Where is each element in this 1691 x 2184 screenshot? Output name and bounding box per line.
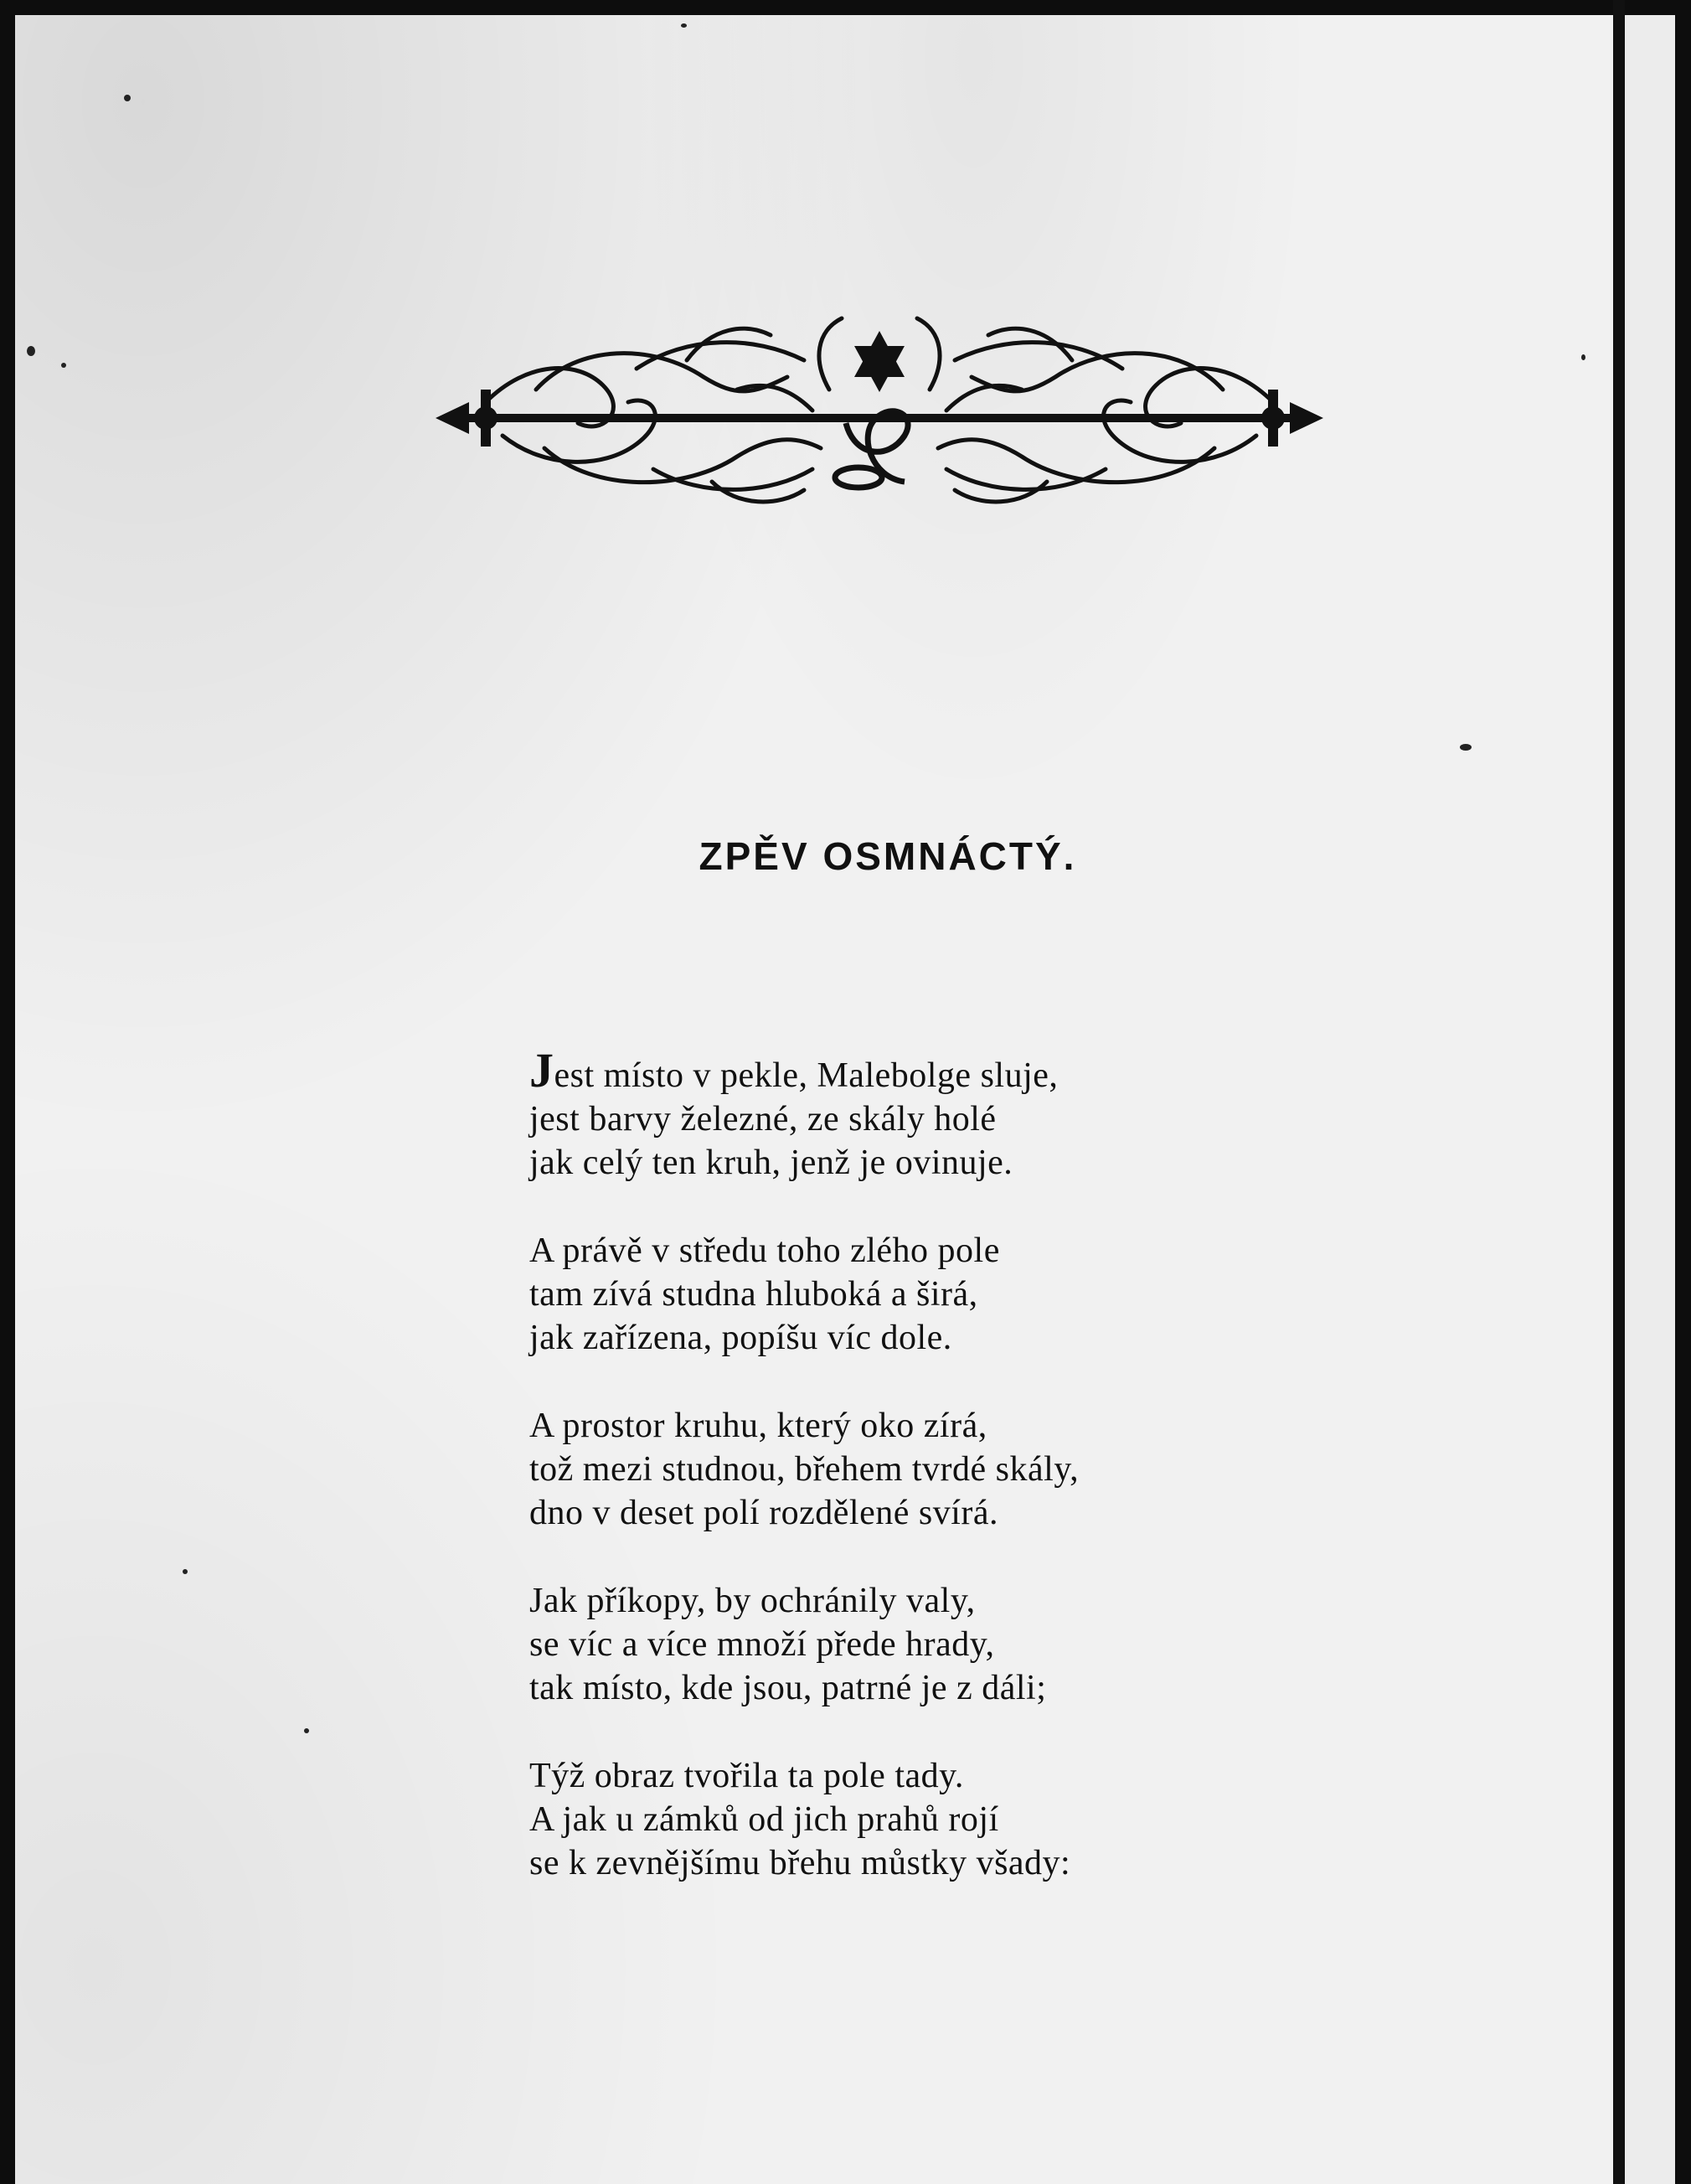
- dust-speck: [304, 1728, 309, 1733]
- poem-line: jest barvy železné, ze skály holé: [529, 1100, 997, 1138]
- dust-speck: [124, 95, 131, 101]
- stanza: [529, 1229, 1283, 1360]
- poem-body: [529, 1043, 1283, 1929]
- poem-line: A právě v středu toho zlého pole: [529, 1231, 1000, 1270]
- poem-line: Týž obraz tvořila ta pole tady.: [529, 1757, 964, 1795]
- dust-speck: [27, 346, 35, 356]
- poem-line: [529, 1043, 1283, 1097]
- poem-line: tož mezi studnou, břehem tvrdé skály,: [529, 1450, 1080, 1489]
- dust-speck: [1581, 354, 1585, 360]
- poem-line: jak zařízena, popíšu víc dole.: [529, 1319, 952, 1357]
- poem-line: se víc a více množí přede hrady,: [529, 1625, 995, 1664]
- stanza: [529, 1754, 1283, 1885]
- poem-line: tak místo, kde jsou, patrné je z dáli;: [529, 1669, 1047, 1707]
- poem-line: tam zívá studna hluboká a širá,: [529, 1275, 978, 1314]
- poem-line: A jak u zámků od jich prahů rojí: [529, 1800, 999, 1839]
- dust-speck: [681, 23, 687, 28]
- stanza: [529, 1043, 1283, 1185]
- scan-border: [1675, 0, 1691, 2184]
- poem-line: Jak příkopy, by ochránily valy,: [529, 1582, 976, 1620]
- chapter-title: ZPĚV OSMNÁCTÝ.: [699, 834, 1077, 878]
- poem-line-text: est místo v pekle, Malebolge sluje,: [554, 1056, 1059, 1095]
- stanza: [529, 1579, 1283, 1710]
- poem-line: dno v deset polí rozdělené svírá.: [529, 1494, 998, 1532]
- poem-line: A prostor kruhu, který oko zírá,: [529, 1407, 987, 1445]
- book-gutter: [1613, 0, 1625, 2184]
- next-page-edge: [1625, 15, 1675, 2184]
- poem-line: se k zevnějšímu břehu můstky všady:: [529, 1844, 1071, 1882]
- dust-speck: [183, 1569, 188, 1574]
- stanza: [529, 1404, 1283, 1535]
- poem-line: jak celý ten kruh, jenž je ovinuje.: [529, 1144, 1013, 1182]
- dust-speck: [1460, 744, 1472, 751]
- dust-speck: [61, 363, 66, 368]
- drop-cap: J: [529, 1043, 554, 1097]
- ornament-headpiece: [436, 310, 1323, 511]
